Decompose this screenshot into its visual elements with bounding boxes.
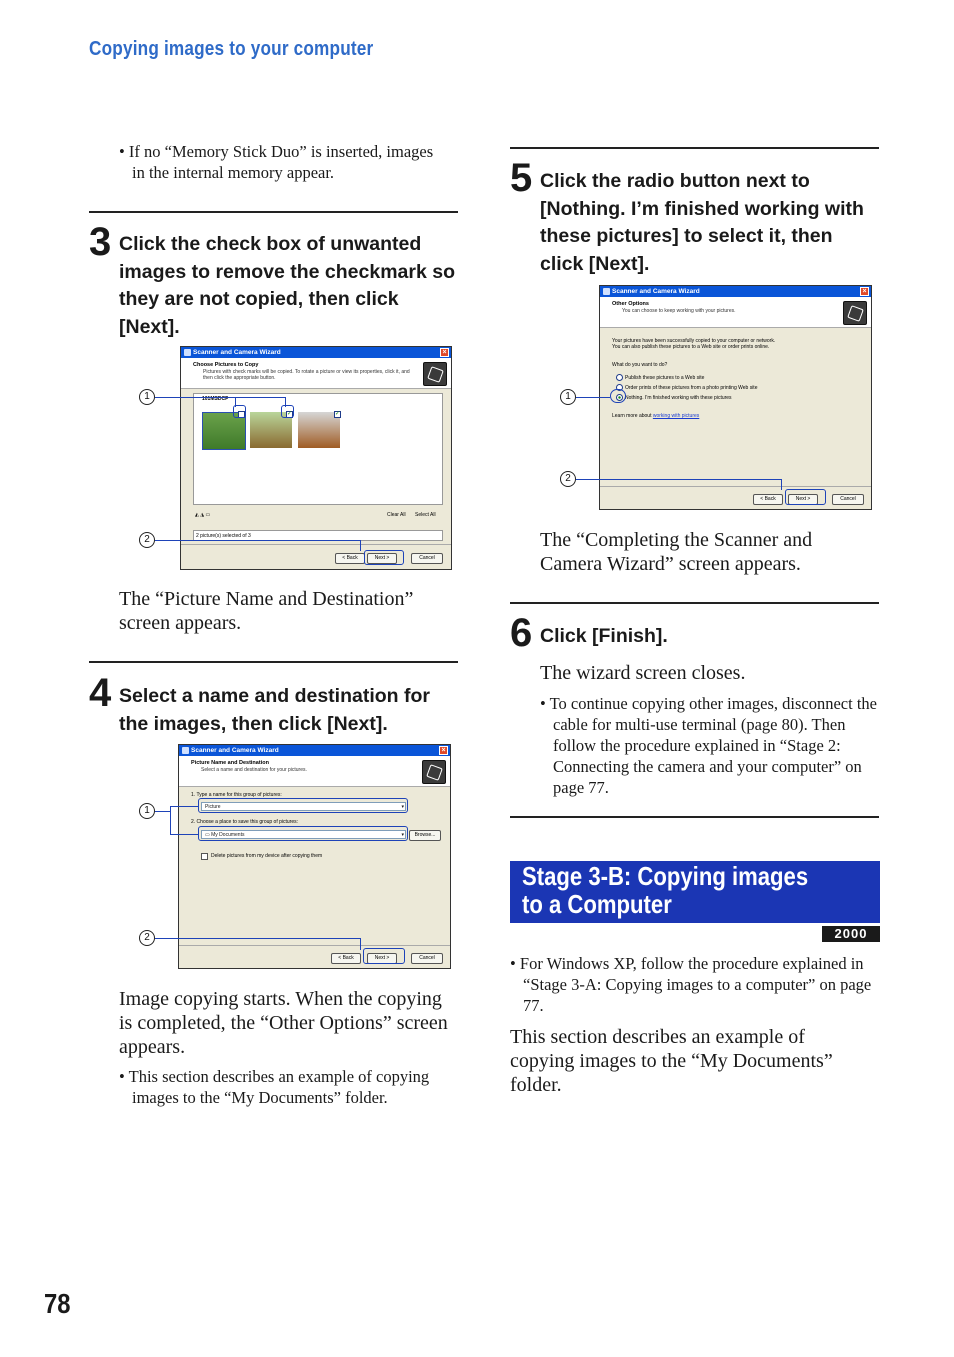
rotate-icons[interactable]: ◭ ◮ ▭ <box>195 512 211 518</box>
callout-leader <box>576 397 610 398</box>
note-bullet: • To continue copying other images, disconnect the cable for multi-use terminal (page 80). Then follow the procedure explained in “Stage 2: Connecting the camera and your computer” on page 77. <box>540 694 877 797</box>
next-button[interactable]: Next > <box>367 553 397 564</box>
callout-leader <box>155 397 235 398</box>
section-rule <box>510 816 879 818</box>
callout-leader <box>155 540 360 541</box>
wizard-header: Picture Name and Destination Select a name and destination for your pictures. <box>179 756 450 787</box>
highlight-next-button <box>785 489 826 505</box>
callout-leader <box>155 811 170 812</box>
photo-checkbox[interactable]: ✓ <box>287 411 293 417</box>
cancel-button[interactable]: Cancel <box>411 553 443 564</box>
callout-2: 2 <box>139 930 155 946</box>
next-button[interactable]: Next > <box>788 494 818 505</box>
section-rule <box>510 602 879 604</box>
divider <box>179 945 450 946</box>
learn-more-text: Learn more about working with pictures <box>612 413 700 419</box>
window-titlebar: Scanner and Camera Wizard × <box>179 745 450 756</box>
note-bullet: • For Windows XP, follow the procedure explained in “Stage 3-A: Copying images to a computer” on page 77. <box>510 954 872 1015</box>
back-button[interactable]: < Back <box>753 494 783 505</box>
callout-leader <box>155 938 360 939</box>
close-icon[interactable]: × <box>860 287 869 296</box>
section-text: This section describes an example of copying images to the “My Documents” folder. <box>510 1026 833 1096</box>
highlight-next-button <box>364 550 404 565</box>
highlight-checkbox <box>233 405 246 418</box>
os-badge: 2000 <box>822 926 880 942</box>
step-result: The “Completing the Scanner and Camera Wizard” screen appears. <box>540 529 813 575</box>
app-icon <box>182 747 189 754</box>
chevron-down-icon[interactable]: ▾ <box>401 804 404 810</box>
browse-button[interactable]: Browse... <box>409 830 441 841</box>
status-bar: 2 picture(s) selected of 3 <box>193 530 443 541</box>
note-bullet: • This section describes an example of copying images to the “My Documents” folder. <box>119 1067 430 1107</box>
highlight-next-button <box>363 948 405 964</box>
window-titlebar: Scanner and Camera Wizard × <box>600 286 871 297</box>
note-text: For Windows XP, follow the procedure explained in “Stage 3-A: Copying images to a computer” on page 77. <box>519 954 872 1015</box>
step-result: The wizard screen closes. <box>540 662 746 684</box>
close-icon[interactable]: × <box>440 348 449 357</box>
wizard-camera-icon <box>843 301 867 325</box>
callout-2: 2 <box>560 471 576 487</box>
wizard-camera-icon <box>422 760 446 784</box>
next-button[interactable]: Next > <box>367 953 397 964</box>
section-rule <box>510 147 879 149</box>
note-bullet: • If no “Memory Stick Duo” is inserted, images in the internal memory appear. <box>119 142 434 182</box>
group-name-input[interactable]: Picture ▾ <box>201 802 406 811</box>
step-heading: Select a name and destination for the images, then click [Next]. <box>119 685 430 735</box>
delete-checkbox[interactable] <box>201 853 208 860</box>
callout-leader <box>360 938 361 950</box>
wizard-header: Other Options You can choose to keep working with your pictures. <box>600 297 871 328</box>
running-head: Copying images to your computer <box>89 38 374 60</box>
callout-leader <box>170 806 198 807</box>
back-button[interactable]: < Back <box>335 553 365 564</box>
stage-title: Stage 3-B: Copying images to a Computer <box>522 861 809 919</box>
clear-all-button[interactable]: Clear All <box>387 512 406 518</box>
publish-radio[interactable] <box>616 374 623 381</box>
step-number: 3 <box>89 220 112 264</box>
cancel-button[interactable]: Cancel <box>832 494 864 505</box>
step-result: Image copying starts. When the copying is completed, the “Other Options” screen appears. <box>119 988 448 1058</box>
photo-checkbox[interactable]: ✓ <box>335 411 341 417</box>
destination-select[interactable]: ▭ My Documents ▾ <box>201 830 406 839</box>
section-rule <box>89 211 458 213</box>
callout-leader <box>170 806 171 834</box>
chevron-down-icon[interactable]: ▾ <box>401 832 404 838</box>
page-number: 78 <box>44 1288 71 1319</box>
note-text: To continue copying other images, disconnect the cable for multi-use terminal (page 80). Then follow the procedure explained in “Stage 2: Connecting the camera and your computer” on page 77. <box>549 694 877 797</box>
step-heading: Click [Finish]. <box>540 625 668 647</box>
callout-1: 1 <box>139 389 155 405</box>
select-all-button[interactable]: Select All <box>415 512 436 518</box>
wizard-camera-icon <box>423 362 447 386</box>
wizard-screenshot-name-destination: Scanner and Camera Wizard × Picture Name and Destination Select a name and destination for your pictures. 1. Type a name for this group of pictures: Picture ▾ 2. Choose a place to save this group of pictures: ▭ My Documents ▾ Browse... Delete pictures from my device after copying them < Back Next > Cancel <box>178 744 451 969</box>
cancel-button[interactable]: Cancel <box>411 953 443 964</box>
step-number: 5 <box>510 156 533 200</box>
wizard-header: Choose Pictures to Copy Pictures with check marks will be copied. To rotate a picture or view its properties, click it, and then click the appropriate button. <box>181 358 451 389</box>
close-icon[interactable]: × <box>439 746 448 755</box>
app-icon <box>184 349 191 356</box>
note-text: If no “Memory Stick Duo” is inserted, images in the internal memory appear. <box>128 142 434 182</box>
highlight-name-field <box>198 798 408 813</box>
callout-leader <box>576 479 781 480</box>
folder-icon: ▭ <box>205 832 212 838</box>
wizard-screenshot-other-options: Scanner and Camera Wizard × Other Options You can choose to keep working with your pictures. Your pictures have been successfully copied to your computer or network. You can also publish these pictures to a Web site or order prints online. What do you want to do? Publish these pictures to a Web site Order prints of these pictures from a photo printing Web site Nothing. I'm finished working with these pictures Learn more about working with pictures < Back Next > Cancel <box>599 285 872 510</box>
app-icon <box>603 288 610 295</box>
wizard-screenshot-choose-pictures <box>180 346 452 570</box>
highlight-checkbox <box>281 405 294 418</box>
back-button[interactable]: < Back <box>331 953 361 964</box>
note-text: This section describes an example of copying images to the “My Documents” folder. <box>128 1067 430 1107</box>
divider <box>600 486 871 487</box>
window-titlebar: Scanner and Camera Wizard × <box>181 347 451 358</box>
step-heading: Click the check box of unwanted images to remove the checkmark so they are not copied, then click [Next]. <box>119 233 455 338</box>
highlight-nothing-radio <box>610 389 626 403</box>
callout-leader <box>360 540 361 551</box>
highlight-destination-field <box>198 826 408 841</box>
callout-2: 2 <box>139 532 155 548</box>
step-heading: Click the radio button next to [Nothing. I’m finished working with these pictures] to select it, then click [Next]. <box>540 170 864 275</box>
step-number: 6 <box>510 611 533 655</box>
step-number: 4 <box>89 671 112 715</box>
callout-leader <box>170 834 198 835</box>
callout-leader <box>781 479 782 490</box>
section-rule <box>89 661 458 663</box>
callout-leader <box>235 397 285 398</box>
callout-1: 1 <box>560 389 576 405</box>
divider <box>181 544 451 545</box>
picture-list: 101MSDCF ✓ ✓ <box>193 393 443 505</box>
learn-more-link[interactable]: working with pictures <box>652 413 700 419</box>
callout-1: 1 <box>139 803 155 819</box>
step-result: The “Picture Name and Destination” screen appears. <box>119 588 414 634</box>
